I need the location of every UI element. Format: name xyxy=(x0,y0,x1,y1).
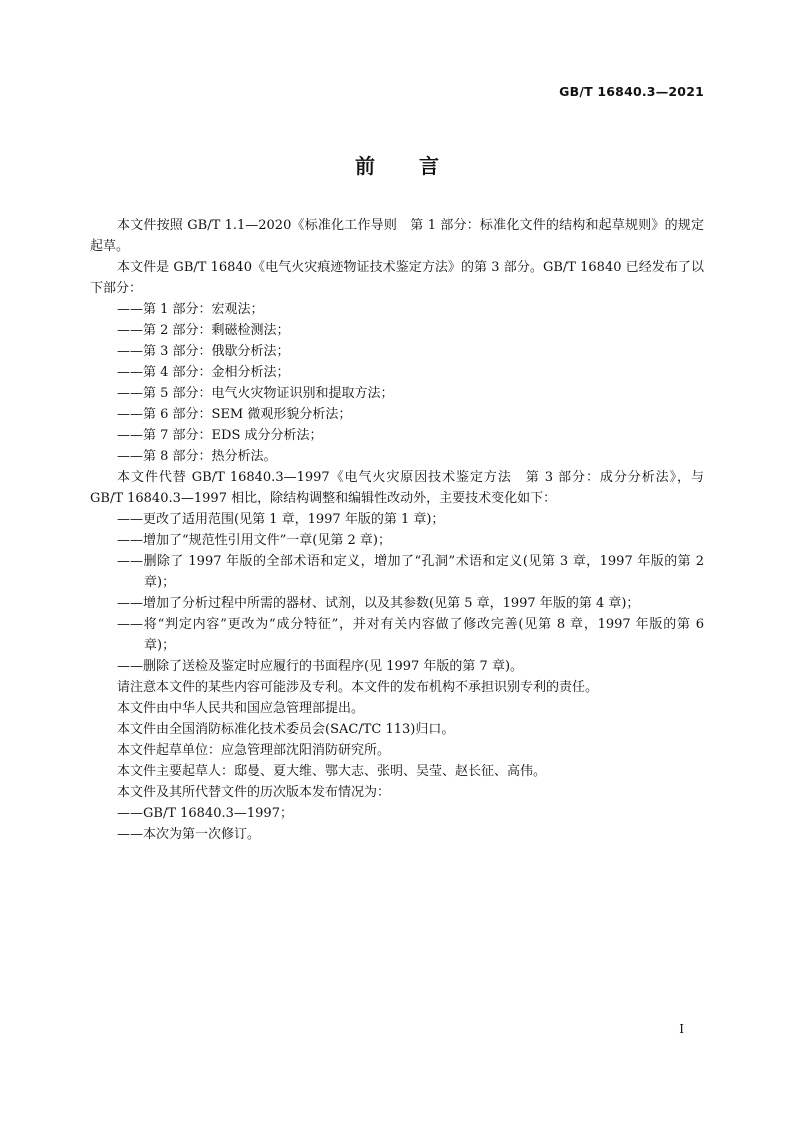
list-item: ——第 4 部分：金相分析法； xyxy=(117,365,290,380)
list-item: ——第 6 部分：SEM 微观形貌分析法； xyxy=(117,407,352,422)
list-item: ——更改了适用范围(见第 1 章，1997 年版的第 1 章)； xyxy=(117,512,445,527)
foreword-body xyxy=(90,215,704,845)
paragraph-series-intro: 本文件是 GB/T 16840《电气火灾痕迹物证技术鉴定方法》的第 3 部分。GB/T 16840 已经发布了以下部分： xyxy=(90,260,704,296)
paragraph-proposer: 本文件由中华人民共和国应急管理部提出。 xyxy=(117,701,365,716)
list-item: ——第 5 部分：电气火灾物证识别和提取方法； xyxy=(117,386,394,401)
paragraph-drafting-unit: 本文件起草单位：应急管理部沈阳消防研究所。 xyxy=(117,743,391,758)
page-number: I xyxy=(679,1022,684,1036)
standard-number: GB/T 16840.3—2021 xyxy=(559,84,704,99)
paragraph-committee: 本文件由全国消防标准化技术委员会(SAC/TC 113)归口。 xyxy=(117,722,455,737)
list-item: ——第 1 部分：宏观法； xyxy=(117,302,264,317)
list-item: ——第 3 部分：俄歇分析法； xyxy=(117,344,290,359)
list-item: ——将“判定内容”更改为“成分特征”，并对有关内容做了修改完善(见第 8 章，1997 年版的第 6 章)； xyxy=(117,617,704,653)
paragraph-drafters: 本文件主要起草人：邸曼、夏大维、鄂大志、张明、吴莹、赵长征、高伟。 xyxy=(117,764,547,779)
paragraph-replacement: 本文件代替 GB/T 16840.3—1997《电气火灾原因技术鉴定方法 第 3 部分：成分分析法》，与 GB/T 16840.3—1997 相比，除结构调整和编辑性改动外，主要技术变化如下： xyxy=(90,470,704,506)
paragraph-drafting-rules: 本文件按照 GB/T 1.1—2020《标准化工作导则 第 1 部分：标准化文件的结构和起草规则》的规定起草。 xyxy=(90,218,704,254)
list-item: ——删除了送检及鉴定时应履行的书面程序(见 1997 年版的第 7 章)。 xyxy=(117,659,524,674)
list-item: ——GB/T 16840.3—1997； xyxy=(117,806,293,821)
paragraph-history-intro: 本文件及其所代替文件的历次版本发布情况为： xyxy=(117,785,391,800)
list-item: ——本次为第一次修订。 xyxy=(117,827,261,842)
list-item: ——第 7 部分：EDS 成分分析法； xyxy=(117,428,323,443)
list-item: ——增加了分析过程中所需的器材、试剂，以及其参数(见第 5 章，1997 年版的第 4 章)； xyxy=(117,596,640,611)
paragraph-patent-notice: 请注意本文件的某些内容可能涉及专利。本文件的发布机构不承担识别专利的责任。 xyxy=(117,680,599,695)
list-item: ——删除了 1997 年版的全部术语和定义，增加了“孔洞”术语和定义(见第 3 章，1997 年版的第 2 章)； xyxy=(117,554,704,590)
list-item: ——第 2 部分：剩磁检测法； xyxy=(117,323,290,338)
page-title: 前言 xyxy=(355,154,483,178)
list-item: ——第 8 部分：热分析法。 xyxy=(117,449,277,464)
list-item: ——增加了“规范性引用文件”一章(见第 2 章)； xyxy=(117,533,391,548)
